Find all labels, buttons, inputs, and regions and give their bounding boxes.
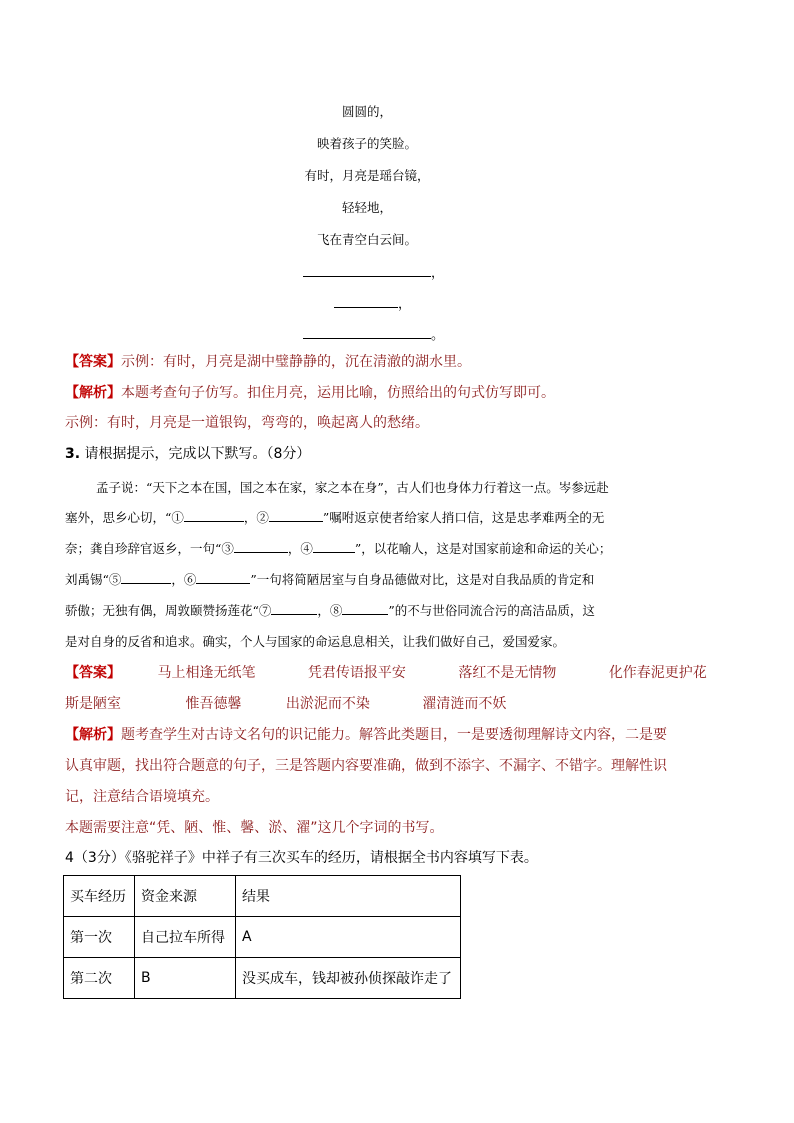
answer-3: 落红不是无情物 xyxy=(458,665,557,681)
q2-analysis xyxy=(65,383,737,403)
passage-line-6: 是对自身的反省和追求。确实，个人与国家的命运息息相关，让我们做好自己，爱国爱家。 xyxy=(65,634,566,649)
poem-line-2: 映着孩子的笑脸。 xyxy=(316,136,417,151)
q3-analysis-line-1: 【解析】题考查学生对古诗文名句的识记能力。解答此类题目，一是要透彻理解诗文内容，二是要 xyxy=(65,727,667,743)
q3-number: 3. xyxy=(65,446,81,462)
blank-7[interactable] xyxy=(271,602,317,615)
analysis-tag: 【解析】 xyxy=(65,727,121,743)
blank-8[interactable] xyxy=(342,602,388,615)
table-row xyxy=(64,958,461,999)
answer-2: 凭君传语报平安 xyxy=(307,665,406,681)
header-cell: 结果 xyxy=(236,876,461,917)
answer-5: 斯是陋室 xyxy=(65,696,121,712)
analysis-tag: 【解析】 xyxy=(65,385,121,401)
poem-line-3: 有时，月亮是瑶台镜， xyxy=(304,168,430,183)
table-row xyxy=(64,917,461,958)
passage-line-3: 奈；龚自珍辞官返乡，一句“③ ，④ ”，以花喻人，这是对国家前途和命运的关心； xyxy=(65,541,612,556)
q2-example: 示例：有时，月亮是一道银钩，弯弯的，唤起离人的愁绪。 xyxy=(65,415,429,431)
passage-line-4: 刘禹锡“⑤ ，⑥ ”一句将简陋居室与自身品德做对比，这是对自我品质的肯定和 xyxy=(65,572,595,587)
answer-6: 惟吾德馨 xyxy=(185,696,242,712)
table-cell: 没买成车，钱却被孙侦探敲诈走了 xyxy=(236,958,461,999)
table-header-row xyxy=(64,876,461,917)
poem-blank-3[interactable]: 。 xyxy=(303,324,444,343)
q3-analysis-line-3: 记，注意结合语境填充。 xyxy=(65,789,219,805)
table-cell[interactable]: B xyxy=(135,958,236,999)
table-cell: 自己拉车所得 xyxy=(135,917,236,958)
passage-line-5: 骄傲；无独有偶，周敦颐赞扬莲花“⑦ ，⑧ ”的不与世俗同流合污的高洁品质，这 xyxy=(65,603,595,618)
answer-tag: 【答案】 xyxy=(65,665,121,681)
poem-line-5: 飞在青空白云间。 xyxy=(316,232,417,247)
passage-line-1: 孟子说：“天下之本在国，国之本在家，家之本在身”，古人们也身体力行着这一点。岑参远赴 xyxy=(96,480,609,495)
q2-answer xyxy=(65,352,737,372)
table-cell: 第二次 xyxy=(64,958,135,999)
poem-line-4: 轻轻地， xyxy=(341,200,392,215)
q4-table xyxy=(63,875,461,999)
answer-tag: 【答案】 xyxy=(65,354,121,370)
header-cell: 资金来源 xyxy=(135,876,236,917)
blank-3[interactable] xyxy=(234,540,288,553)
blank-6[interactable] xyxy=(196,571,250,584)
blank-4[interactable] xyxy=(313,540,355,553)
header-cell: 买车经历 xyxy=(64,876,135,917)
q4-prompt: 4（3分）《骆驼祥子》中祥子有三次买车的经历，请根据全书内容填写下表。 xyxy=(65,850,538,866)
answer-1: 马上相逢无纸笔 xyxy=(157,665,256,681)
q3-prompt-text: 请根据提示，完成以下默写。（8分） xyxy=(84,446,311,462)
blank-1[interactable] xyxy=(184,509,244,522)
blank-2[interactable] xyxy=(269,509,323,522)
q3-answers-line-2 xyxy=(65,694,737,714)
poem-blank-2[interactable]: ， xyxy=(334,293,411,312)
blank-5[interactable] xyxy=(121,571,171,584)
answer-7: 出淤泥而不染 xyxy=(285,696,370,712)
q3-analysis-line-2: 认真审题，找出符合题意的句子，三是答题内容要准确，做到不添字、不漏字、不错字。理解性识 xyxy=(65,758,667,774)
poem-blank-1[interactable]: ， xyxy=(303,262,444,281)
q3-prompt xyxy=(65,444,737,464)
q3-note: 本题需要注意“凭、陋、惟、馨、淤、濯”这几个字词的书写。 xyxy=(65,820,444,836)
passage-line-2: 塞外，思乡心切，“① ，② ”嘱咐返京使者给家人捎口信，这是忠孝难两全的无 xyxy=(65,510,605,525)
q3-answers-line-1 xyxy=(65,663,737,683)
answer-4: 化作春泥更护花 xyxy=(608,665,707,681)
table-cell[interactable]: A xyxy=(236,917,461,958)
analysis-text: 本题考查句子仿写。扣住月亮，运用比喻，仿照给出的句式仿写即可。 xyxy=(121,385,555,401)
table-cell: 第一次 xyxy=(64,917,135,958)
answer-8: 濯清涟而不妖 xyxy=(422,696,507,712)
answer-text: 示例：有时，月亮是湖中璧静静的，沉在清澈的湖水里。 xyxy=(121,354,471,370)
poem-line-1: 圆圆的， xyxy=(341,104,392,119)
